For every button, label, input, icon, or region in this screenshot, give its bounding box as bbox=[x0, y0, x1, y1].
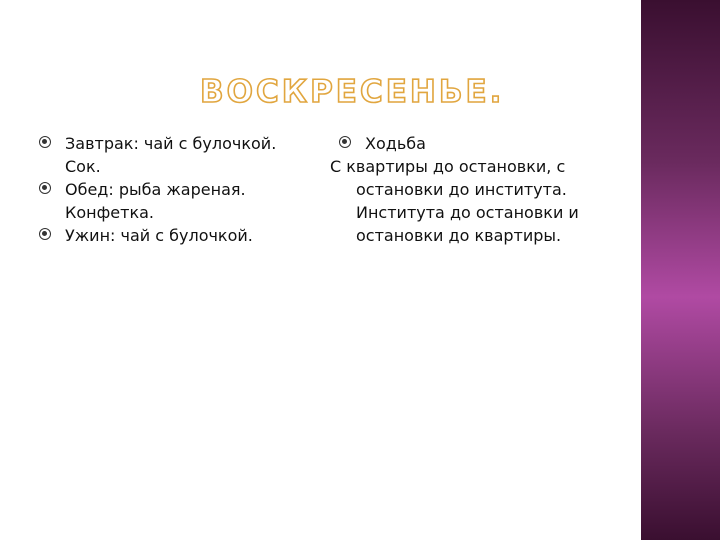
left-column bbox=[30, 132, 320, 247]
circle-dot-bullet-icon bbox=[339, 136, 351, 148]
slide-title: ВОСКРЕСЕНЬЕ. bbox=[200, 74, 505, 110]
circle-dot-bullet-icon bbox=[39, 136, 51, 148]
paragraph-line: С квартиры до остановки, с bbox=[330, 157, 566, 176]
list-item-line: Обед: рыба жареная. bbox=[65, 180, 246, 199]
list-item bbox=[330, 132, 630, 155]
paragraph-line: Института до остановки и bbox=[356, 203, 579, 222]
list-item bbox=[30, 132, 320, 178]
list-item-line: Конфетка. bbox=[65, 203, 155, 222]
right-column bbox=[330, 132, 630, 247]
paragraph-line: остановки до института. bbox=[356, 180, 567, 199]
circle-dot-bullet-icon bbox=[39, 228, 51, 240]
paragraph-line: остановки до квартиры. bbox=[356, 226, 562, 245]
list-item bbox=[30, 224, 320, 247]
list-item-line: Ходьба bbox=[365, 134, 426, 153]
list-item bbox=[30, 178, 320, 224]
list-item-line: Завтрак: чай с булочкой. bbox=[65, 134, 277, 153]
list-item-line: Сок. bbox=[65, 157, 101, 176]
paragraph bbox=[330, 155, 630, 247]
list-item-line: Ужин: чай с булочкой. bbox=[65, 226, 253, 245]
decorative-side-bar bbox=[641, 0, 720, 540]
circle-dot-bullet-icon bbox=[39, 182, 51, 194]
